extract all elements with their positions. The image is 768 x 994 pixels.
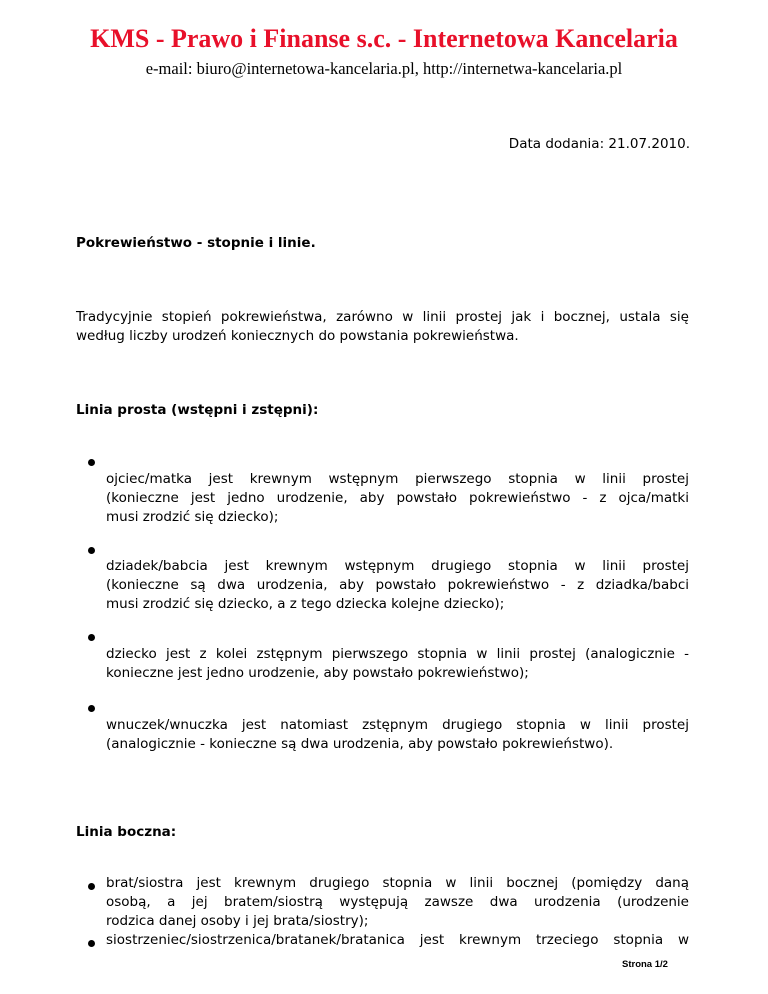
- list-item: [106, 645, 689, 683]
- bullet-icon: [88, 883, 95, 890]
- list-item-line: (konieczne jest jedno urodzenie, aby powstało pokrewieństwo - z ojca/matki: [106, 490, 689, 506]
- list-item-line: musi zrodzić się dziecko, a z tego dziecka kolejne dziecko);: [106, 596, 505, 612]
- list-item: [106, 557, 689, 614]
- list-item: [106, 874, 689, 931]
- list-item-line: konieczne jest jedno urodzenie, aby powstało pokrewieństwo);: [106, 665, 529, 681]
- page-number: Strona 1/2: [622, 959, 668, 970]
- contact-line: e-mail: biuro@internetowa-kancelaria.pl, http://internetwa-kancelaria.pl: [145, 59, 623, 78]
- list-item-line: siostrzeniec/siostrzenica/bratanek/bratanica jest krewnym trzeciego stopnia w: [106, 932, 689, 948]
- list-item-line: (konieczne są dwa urodzenia, aby powstało pokrewieństwo - z dziadka/babci: [106, 577, 689, 593]
- list-item-line: dziadek/babcia jest krewnym wstępnym drugiego stopnia w linii prostej: [106, 558, 689, 574]
- list-item: [106, 470, 689, 527]
- list-item-line: rodzica danej osoby i jej brata/siostry);: [106, 913, 369, 929]
- list-item-line: wnuczek/wnuczka jest natomiast zstępnym drugiego stopnia w linii prostej: [106, 717, 689, 733]
- direct-line-heading: Linia prosta (wstępni i zstępni):: [76, 402, 319, 418]
- side-line-heading: Linia boczna:: [76, 824, 177, 840]
- bullet-icon: [88, 940, 95, 947]
- intro-paragraph: [76, 308, 689, 346]
- list-item-line: musi zrodzić się dziecko);: [106, 509, 279, 525]
- list-item-line: dziecko jest z kolei zstępnym pierwszego stopnia w linii prostej (analogicznie -: [106, 646, 689, 662]
- intro-line: według liczby urodzeń koniecznych do powstania pokrewieństwa.: [76, 328, 519, 344]
- list-item-line: ojciec/matka jest krewnym wstępnym pierwszego stopnia w linii prostej: [106, 471, 689, 487]
- bullet-icon: [88, 634, 95, 641]
- list-item-line: osobą, a jej bratem/siostrą występują zawsze dwa urodzenia (urodzenie: [106, 894, 689, 910]
- article-title: Pokrewieństwo - stopnie i linie.: [76, 235, 316, 251]
- list-item-line: (analogicznie - konieczne są dwa urodzenia, aby powstało pokrewieństwo).: [106, 736, 614, 752]
- intro-line: Tradycyjnie stopień pokrewieństwa, zarówno w linii prostej jak i bocznej, ustala się: [76, 309, 689, 325]
- bullet-icon: [88, 547, 95, 554]
- bullet-icon: [88, 459, 95, 466]
- list-item: [106, 716, 689, 754]
- list-item-line: brat/siostra jest krewnym drugiego stopnia w linii bocznej (pomiędzy daną: [106, 875, 689, 891]
- list-item: [106, 931, 689, 950]
- company-title: KMS - Prawo i Finanse s.c. - Internetowa Kancelaria: [90, 24, 678, 53]
- date-added: Data dodania: 21.07.2010.: [508, 136, 690, 152]
- bullet-icon: [88, 705, 95, 712]
